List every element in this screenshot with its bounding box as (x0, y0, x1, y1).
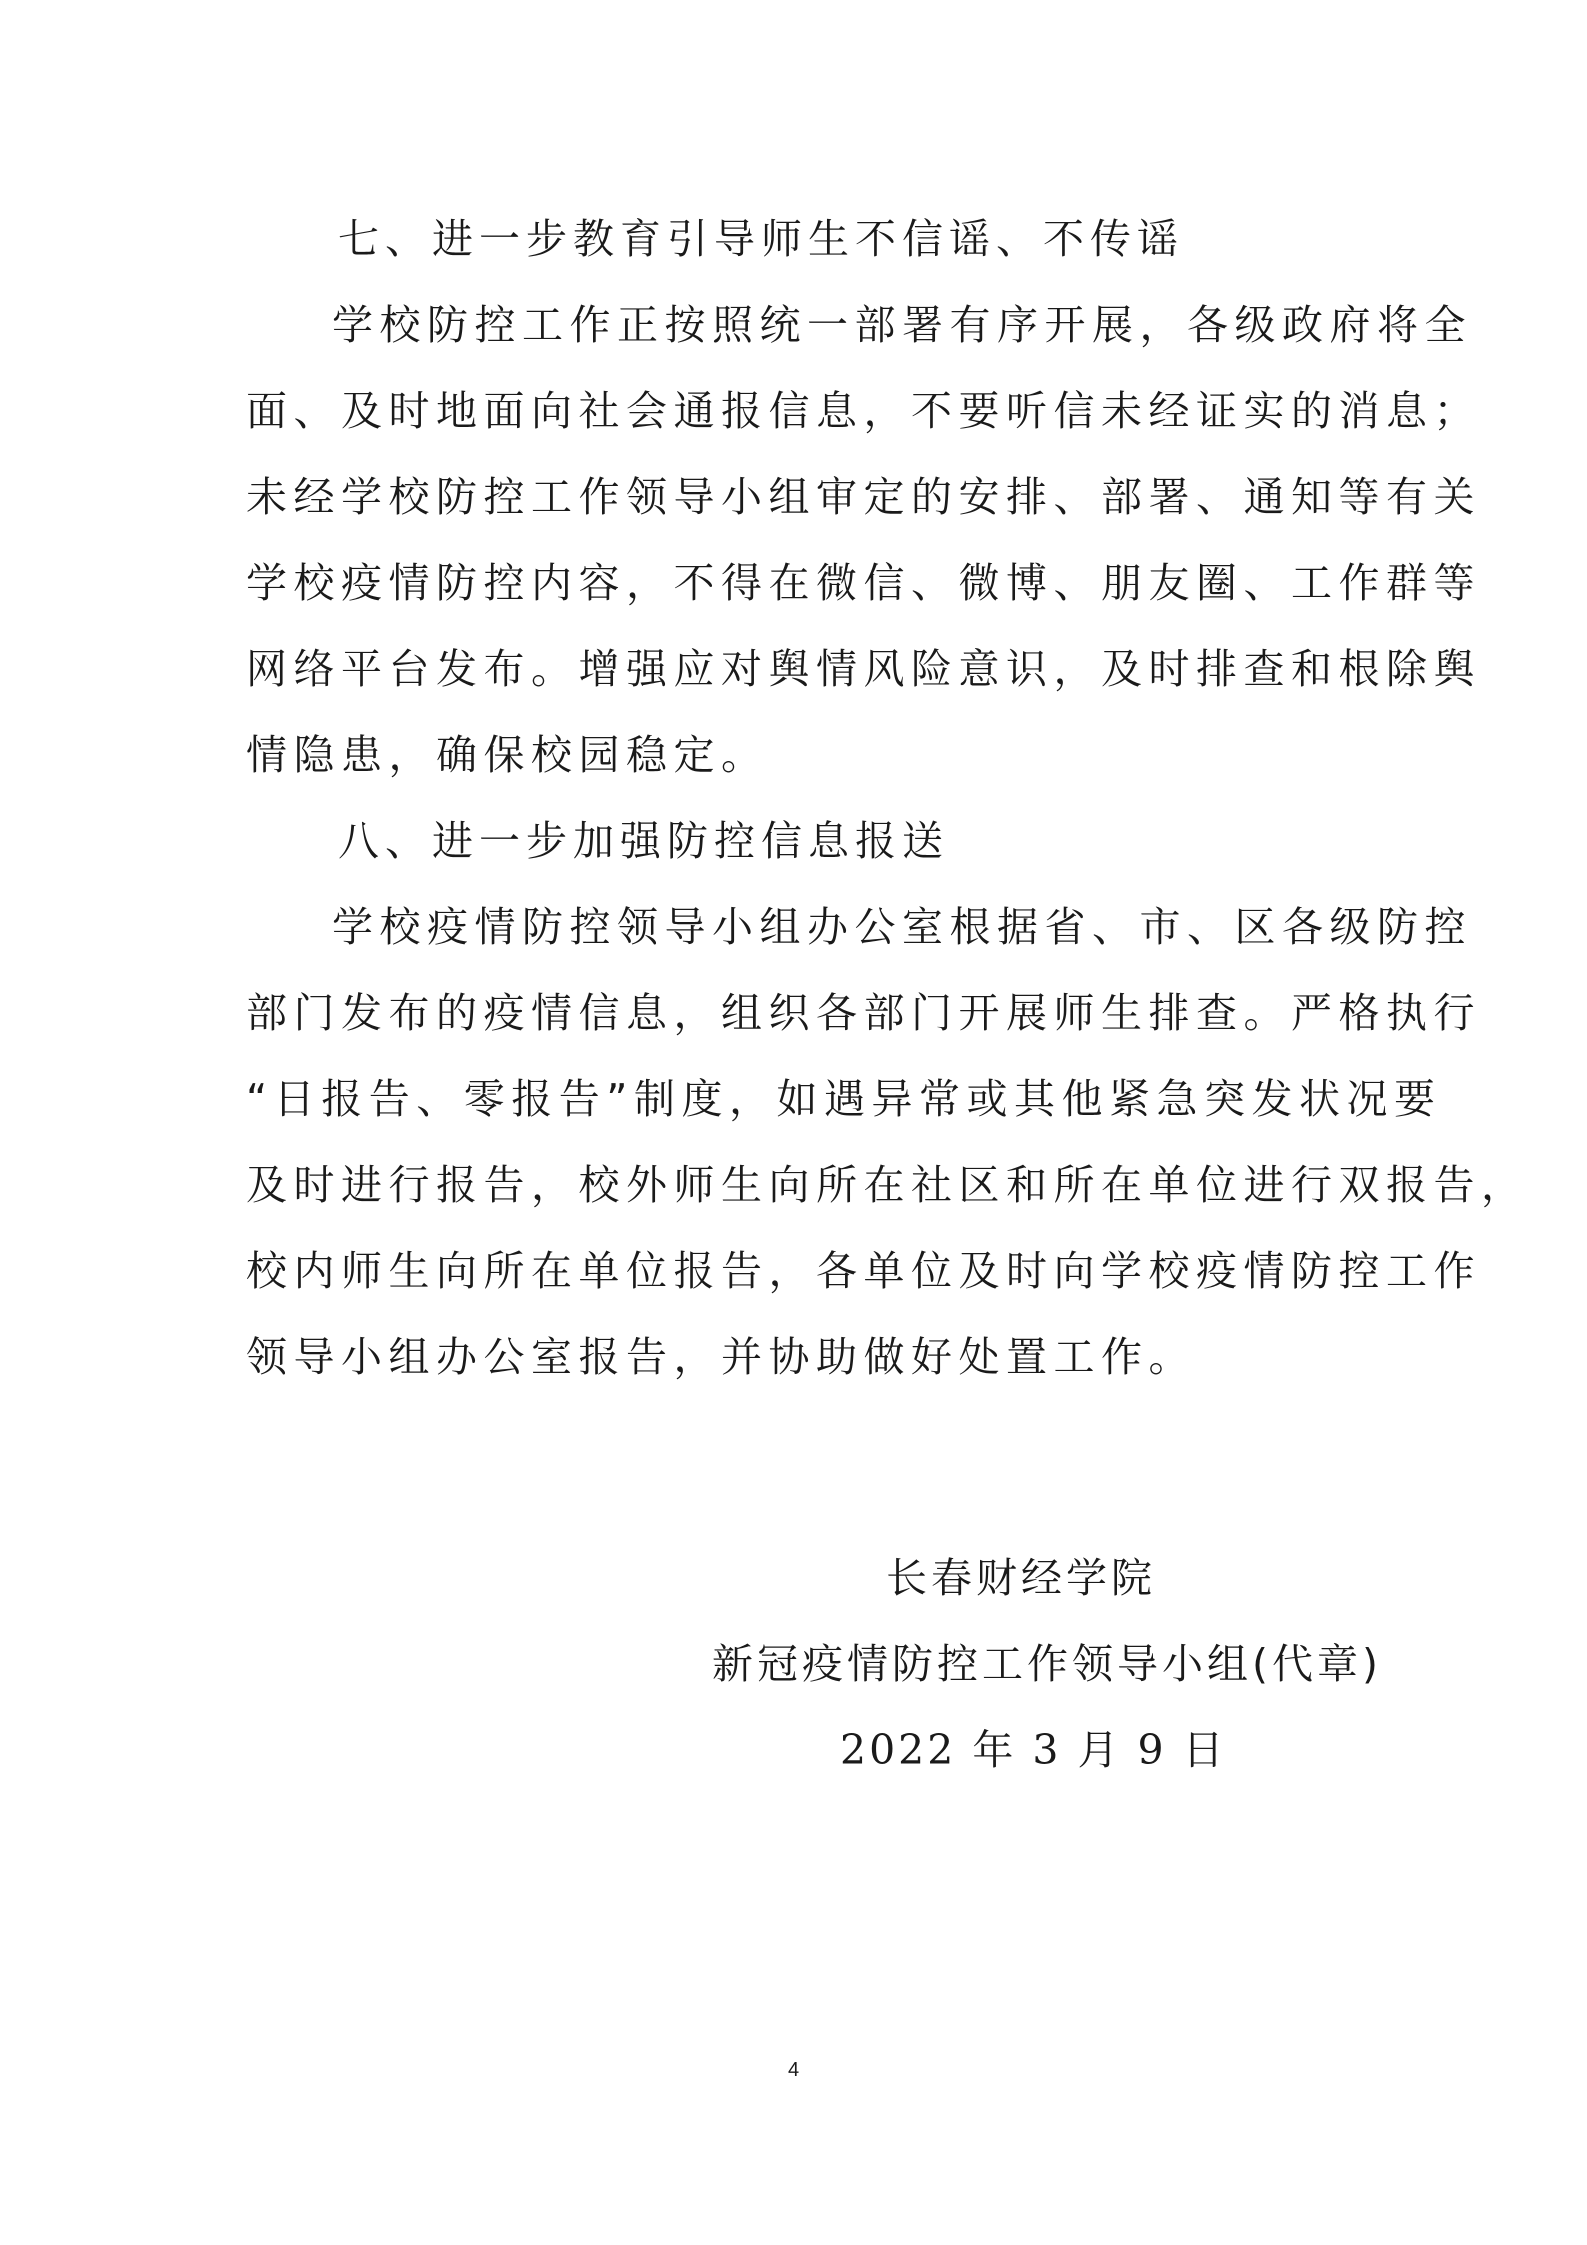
section-8-line-4: 及时进行报告，校外师生向所在社区和所在单位进行双报告， (246, 1161, 1529, 1209)
signature-date: 2022 年 3 月 9 日 (840, 1726, 1227, 1774)
signature-organization: 长春财经学院 (886, 1554, 1156, 1602)
section-7-line-3: 未经学校防控工作领导小组审定的安排、部署、通知等有关 (246, 473, 1481, 521)
section-8-heading: 八、进一步加强防控信息报送 (338, 817, 949, 865)
page-number: 4 (787, 2059, 800, 2081)
section-7-line-2: 面、及时地面向社会通报信息，不要听信未经证实的消息； (246, 387, 1481, 435)
section-7-heading: 七、进一步教育引导师生不信谣、不传谣 (338, 215, 1184, 263)
section-8-line-3: “日报告、零报告”制度，如遇异常或其他紧急突发状况要 (246, 1075, 1442, 1123)
section-7-line-6: 情隐患，确保校园稳定。 (246, 731, 769, 779)
section-8-line-2: 部门发布的疫情信息，组织各部门开展师生排查。严格执行 (246, 989, 1481, 1037)
signature-group: 新冠疫情防控工作领导小组(代章) (712, 1640, 1382, 1688)
section-7-line-4: 学校疫情防控内容，不得在微信、微博、朋友圈、工作群等 (246, 559, 1481, 607)
document-body (246, 196, 1529, 1400)
section-7-line-5: 网络平台发布。增强应对舆情风险意识，及时排查和根除舆 (246, 645, 1481, 693)
section-8-line-5: 校内师生向所在单位报告，各单位及时向学校疫情防控工作 (246, 1247, 1481, 1295)
section-7-line-1: 学校防控工作正按照统一部署有序开展，各级政府将全 (332, 301, 1472, 349)
section-8-line-1: 学校疫情防控领导小组办公室根据省、市、区各级防控 (332, 903, 1472, 951)
section-8-line-6: 领导小组办公室报告，并协助做好处置工作。 (246, 1333, 1196, 1381)
